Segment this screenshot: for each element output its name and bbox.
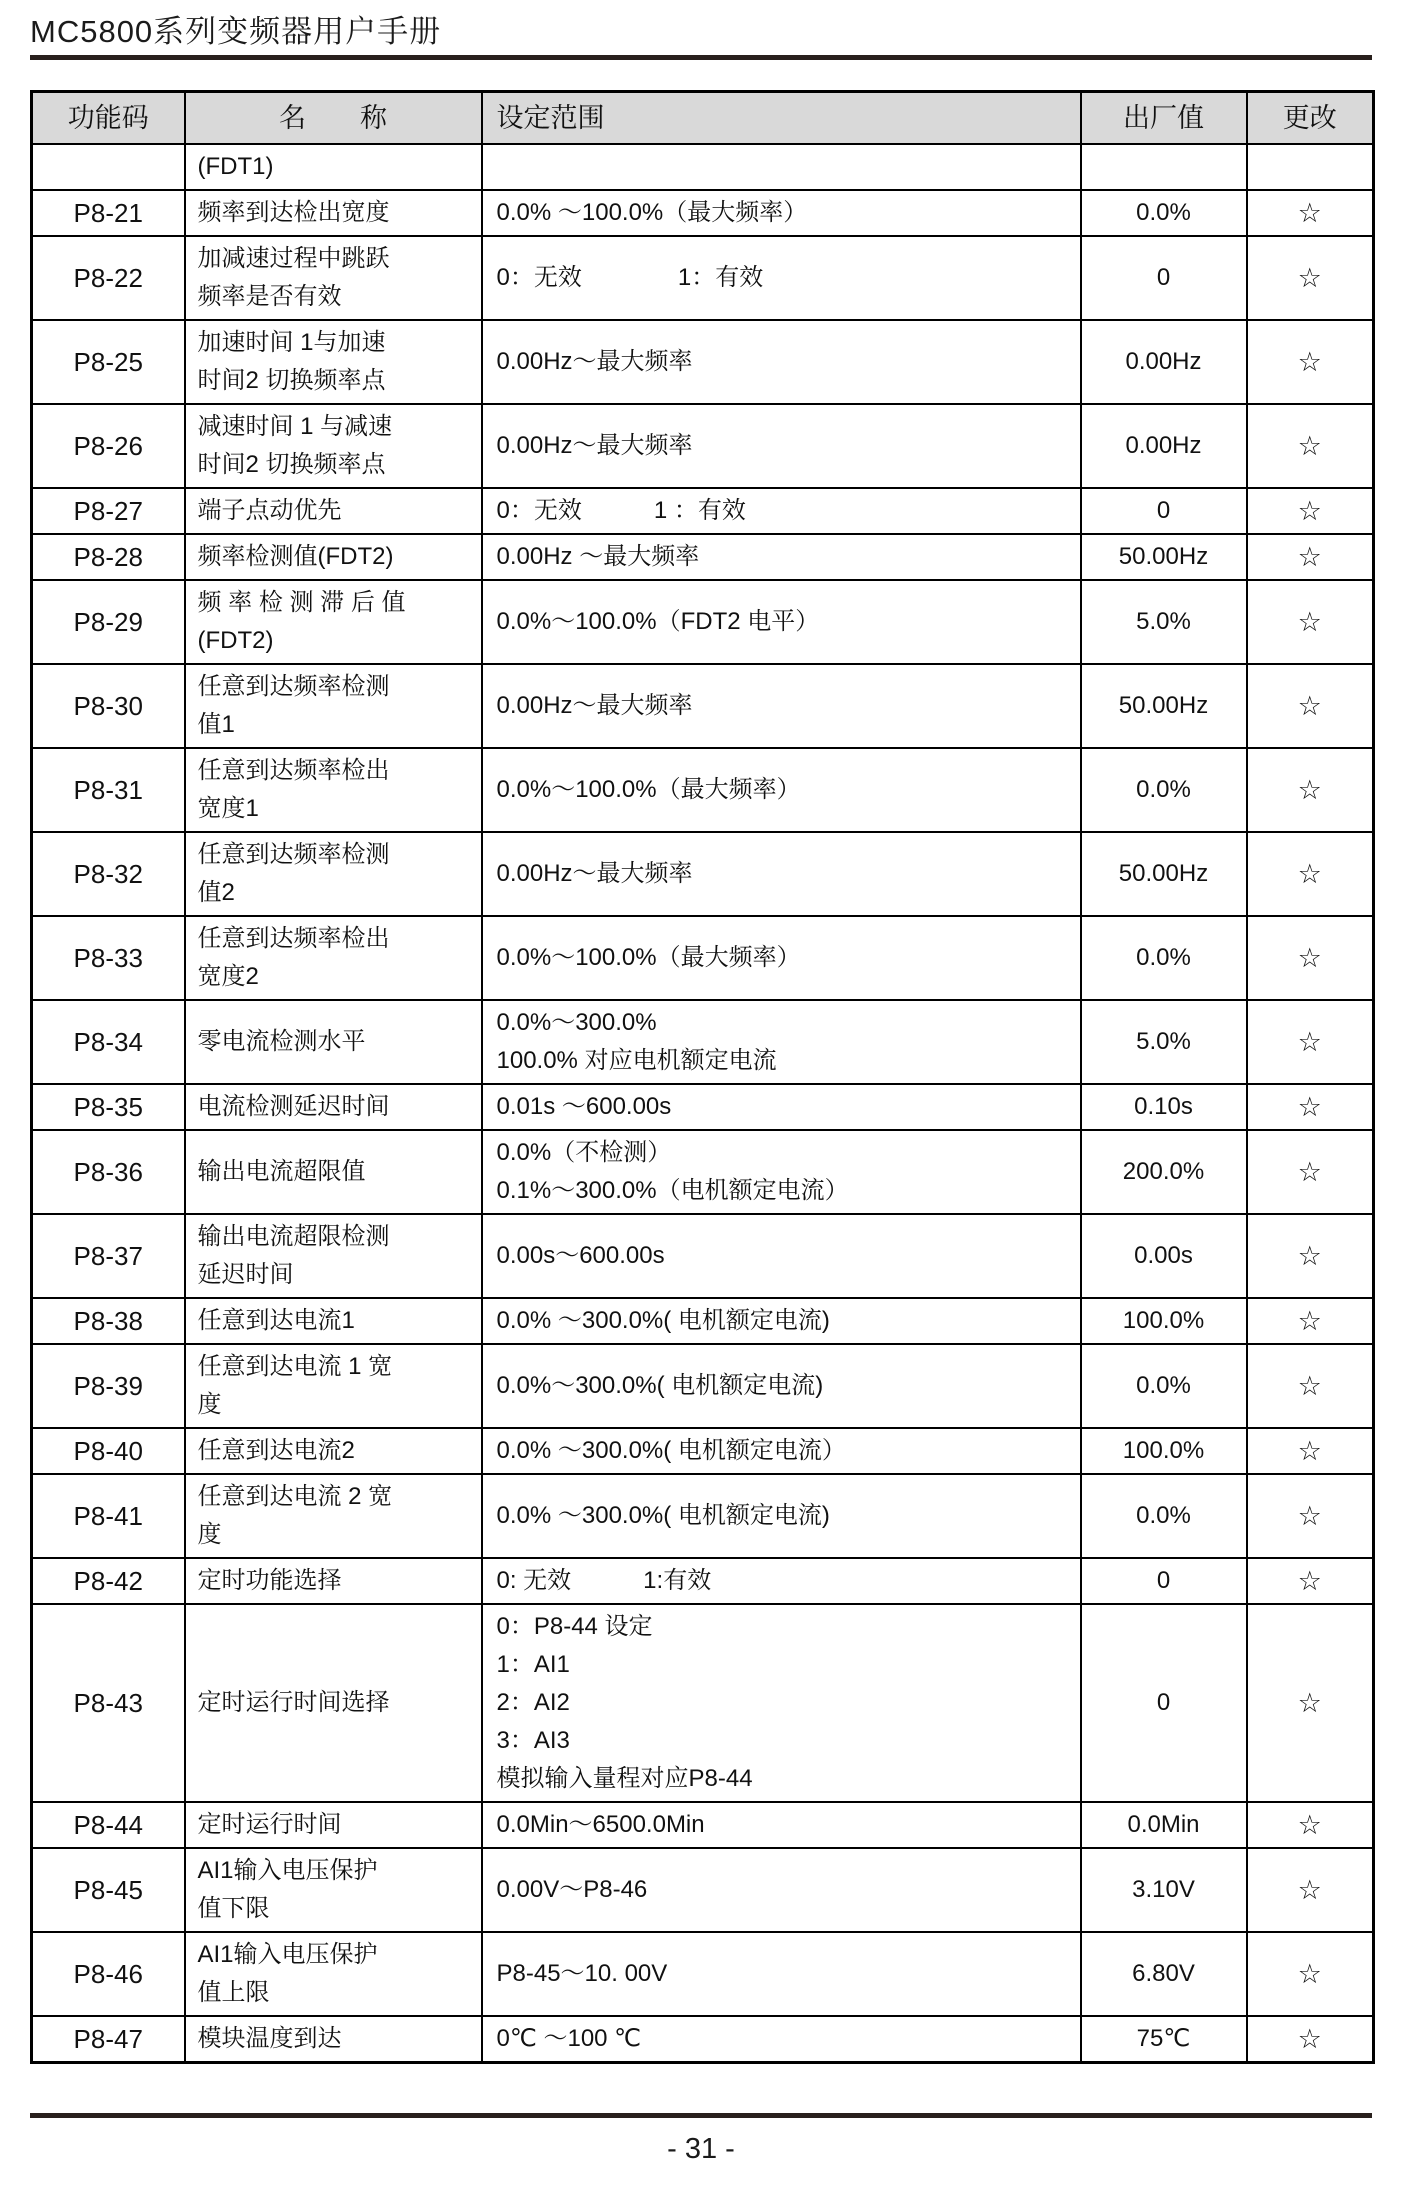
cell-name: 任意到达电流1 <box>185 1298 482 1344</box>
cell-name: 模块温度到达 <box>185 2016 482 2063</box>
cell-factory-value: 0.00Hz <box>1081 404 1247 488</box>
cell-name: 任意到达电流 2 宽 度 <box>185 1474 482 1558</box>
cell-function-code: P8-39 <box>32 1344 185 1428</box>
cell-change-star: ☆ <box>1247 664 1374 748</box>
cell-name: 零电流检测水平 <box>185 1000 482 1084</box>
cell-factory-value: 50.00Hz <box>1081 664 1247 748</box>
cell-setting-range: 0.0%～300.0%( 电机额定电流) <box>482 1344 1081 1428</box>
cell-function-code: P8-37 <box>32 1214 185 1298</box>
cell-setting-range: 0：P8-44 设定 1：AI1 2：AI2 3：AI3 模拟输入量程对应P8-44 <box>482 1604 1081 1802</box>
table-row <box>32 144 1374 190</box>
cell-change-star: ☆ <box>1247 1932 1374 2016</box>
cell-setting-range: 0.0%～100.0%（最大频率） <box>482 748 1081 832</box>
cell-change-star: ☆ <box>1247 1298 1374 1344</box>
cell-setting-range <box>482 144 1081 190</box>
cell-function-code: P8-47 <box>32 2016 185 2063</box>
table-row <box>32 664 1374 748</box>
table-row <box>32 1344 1374 1428</box>
cell-function-code: P8-32 <box>32 832 185 916</box>
cell-setting-range: 0.0%～100.0%（最大频率） <box>482 916 1081 1000</box>
cell-name: 频 率 检 测 滞 后 值 (FDT2) <box>185 580 482 664</box>
cell-factory-value: 0.0Min <box>1081 1802 1247 1848</box>
cell-change-star: ☆ <box>1247 404 1374 488</box>
cell-change-star: ☆ <box>1247 320 1374 404</box>
cell-function-code: P8-34 <box>32 1000 185 1084</box>
cell-setting-range: 0：无效 1 ：有效 <box>482 488 1081 534</box>
cell-change-star: ☆ <box>1247 190 1374 236</box>
cell-name: AI1输入电压保护 值下限 <box>185 1848 482 1932</box>
cell-change-star: ☆ <box>1247 1474 1374 1558</box>
cell-setting-range: P8-45～10. 00V <box>482 1932 1081 2016</box>
cell-setting-range: 0: 无效 1:有效 <box>482 1558 1081 1604</box>
cell-factory-value: 75℃ <box>1081 2016 1247 2063</box>
cell-factory-value: 0.0% <box>1081 748 1247 832</box>
cell-change-star: ☆ <box>1247 1344 1374 1428</box>
cell-change-star: ☆ <box>1247 236 1374 320</box>
cell-setting-range: 0.0% ～300.0%( 电机额定电流) <box>482 1298 1081 1344</box>
cell-factory-value <box>1081 144 1247 190</box>
cell-name: 任意到达频率检出 宽度2 <box>185 916 482 1000</box>
cell-change-star: ☆ <box>1247 832 1374 916</box>
table-row <box>32 1428 1374 1474</box>
cell-change-star: ☆ <box>1247 1558 1374 1604</box>
cell-function-code: P8-35 <box>32 1084 185 1130</box>
cell-factory-value: 0.0% <box>1081 1474 1247 1558</box>
table-row <box>32 190 1374 236</box>
cell-function-code: P8-25 <box>32 320 185 404</box>
cell-setting-range: 0.00Hz～最大频率 <box>482 404 1081 488</box>
cell-name: 定时运行时间 <box>185 1802 482 1848</box>
footer-rule <box>30 2113 1372 2118</box>
table-row <box>32 832 1374 916</box>
cell-name: 电流检测延迟时间 <box>185 1084 482 1130</box>
table-row <box>32 534 1374 580</box>
cell-name: 频率到达检出宽度 <box>185 190 482 236</box>
table-row <box>32 1848 1374 1932</box>
table-row <box>32 488 1374 534</box>
table-row <box>32 580 1374 664</box>
cell-setting-range: 0.0Min～6500.0Min <box>482 1802 1081 1848</box>
table-row <box>32 1214 1374 1298</box>
cell-change-star: ☆ <box>1247 488 1374 534</box>
table-row <box>32 1558 1374 1604</box>
col-function-code: 功能码 <box>32 92 185 145</box>
cell-name: 频率检测值(FDT2) <box>185 534 482 580</box>
col-name: 名 称 <box>185 92 482 145</box>
cell-factory-value: 0 <box>1081 488 1247 534</box>
cell-name: 加速时间 1与加速 时间2 切换频率点 <box>185 320 482 404</box>
cell-name: (FDT1) <box>185 144 482 190</box>
cell-name: AI1输入电压保护 值上限 <box>185 1932 482 2016</box>
cell-factory-value: 5.0% <box>1081 1000 1247 1084</box>
cell-setting-range: 0.0%～100.0%（FDT2 电平） <box>482 580 1081 664</box>
cell-function-code: P8-29 <box>32 580 185 664</box>
cell-factory-value: 100.0% <box>1081 1298 1247 1344</box>
table-row <box>32 236 1374 320</box>
cell-setting-range: 0.00s～600.00s <box>482 1214 1081 1298</box>
cell-change-star: ☆ <box>1247 1802 1374 1848</box>
col-change: 更改 <box>1247 92 1374 145</box>
cell-setting-range: 0.00V～P8-46 <box>482 1848 1081 1932</box>
table-row <box>32 1802 1374 1848</box>
cell-setting-range: 0.0%（不检测） 0.1%～300.0%（电机额定电流） <box>482 1130 1081 1214</box>
cell-name: 定时运行时间选择 <box>185 1604 482 1802</box>
cell-factory-value: 0.00s <box>1081 1214 1247 1298</box>
cell-setting-range: 0℃ ～100 ℃ <box>482 2016 1081 2063</box>
cell-setting-range: 0.01s ～600.00s <box>482 1084 1081 1130</box>
table-row <box>32 320 1374 404</box>
cell-function-code: P8-42 <box>32 1558 185 1604</box>
table-row <box>32 1604 1374 1802</box>
cell-factory-value: 0.0% <box>1081 190 1247 236</box>
cell-change-star: ☆ <box>1247 534 1374 580</box>
cell-factory-value: 5.0% <box>1081 580 1247 664</box>
table-row <box>32 1000 1374 1084</box>
table-header-row <box>32 92 1374 145</box>
cell-name: 任意到达频率检测 值2 <box>185 832 482 916</box>
cell-factory-value: 6.80V <box>1081 1932 1247 2016</box>
table-row <box>32 404 1374 488</box>
cell-name: 输出电流超限检测 延迟时间 <box>185 1214 482 1298</box>
table-row <box>32 916 1374 1000</box>
cell-change-star: ☆ <box>1247 1428 1374 1474</box>
cell-change-star: ☆ <box>1247 1130 1374 1214</box>
table-row <box>32 1298 1374 1344</box>
cell-change-star: ☆ <box>1247 748 1374 832</box>
cell-function-code: P8-38 <box>32 1298 185 1344</box>
cell-factory-value: 50.00Hz <box>1081 534 1247 580</box>
cell-function-code: P8-36 <box>32 1130 185 1214</box>
cell-change-star: ☆ <box>1247 916 1374 1000</box>
cell-function-code: P8-30 <box>32 664 185 748</box>
col-factory-value: 出厂值 <box>1081 92 1247 145</box>
cell-setting-range: 0.00Hz～最大频率 <box>482 832 1081 916</box>
table-row <box>32 2016 1374 2063</box>
cell-function-code: P8-28 <box>32 534 185 580</box>
cell-factory-value: 0.10s <box>1081 1084 1247 1130</box>
page-title: MC5800系列变频器用户手册 <box>30 14 442 49</box>
cell-setting-range: 0.0% ～300.0%( 电机额定电流） <box>482 1428 1081 1474</box>
cell-name: 输出电流超限值 <box>185 1130 482 1214</box>
cell-factory-value: 0 <box>1081 1604 1247 1802</box>
cell-function-code: P8-43 <box>32 1604 185 1802</box>
cell-function-code: P8-46 <box>32 1932 185 2016</box>
cell-factory-value: 50.00Hz <box>1081 832 1247 916</box>
cell-function-code: P8-27 <box>32 488 185 534</box>
cell-setting-range: 0.0% ～300.0%( 电机额定电流) <box>482 1474 1081 1558</box>
cell-factory-value: 0 <box>1081 236 1247 320</box>
cell-function-code: P8-41 <box>32 1474 185 1558</box>
cell-setting-range: 0.00Hz ～最大频率 <box>482 534 1081 580</box>
cell-function-code: P8-22 <box>32 236 185 320</box>
cell-function-code: P8-31 <box>32 748 185 832</box>
table-row <box>32 1084 1374 1130</box>
cell-setting-range: 0.0% ～100.0%（最大频率） <box>482 190 1081 236</box>
cell-factory-value: 0.0% <box>1081 1344 1247 1428</box>
cell-change-star: ☆ <box>1247 1214 1374 1298</box>
parameter-table <box>30 90 1375 2064</box>
cell-function-code: P8-45 <box>32 1848 185 1932</box>
cell-function-code: P8-21 <box>32 190 185 236</box>
table-body <box>32 144 1374 2063</box>
cell-setting-range: 0.00Hz～最大频率 <box>482 664 1081 748</box>
cell-factory-value: 100.0% <box>1081 1428 1247 1474</box>
cell-factory-value: 3.10V <box>1081 1848 1247 1932</box>
cell-factory-value: 200.0% <box>1081 1130 1247 1214</box>
cell-function-code: P8-44 <box>32 1802 185 1848</box>
table-row <box>32 1474 1374 1558</box>
cell-factory-value: 0.00Hz <box>1081 320 1247 404</box>
cell-function-code: P8-40 <box>32 1428 185 1474</box>
cell-name: 任意到达电流 1 宽 度 <box>185 1344 482 1428</box>
cell-factory-value: 0.0% <box>1081 916 1247 1000</box>
cell-factory-value: 0 <box>1081 1558 1247 1604</box>
cell-change-star: ☆ <box>1247 1848 1374 1932</box>
cell-function-code: P8-26 <box>32 404 185 488</box>
cell-name: 减速时间 1 与减速 时间2 切换频率点 <box>185 404 482 488</box>
cell-name: 任意到达频率检出 宽度1 <box>185 748 482 832</box>
cell-setting-range: 0：无效 1：有效 <box>482 236 1081 320</box>
cell-change-star: ☆ <box>1247 1604 1374 1802</box>
cell-setting-range: 0.0%～300.0% 100.0% 对应电机额定电流 <box>482 1000 1081 1084</box>
page-number: - 31 - <box>667 2133 735 2165</box>
cell-name: 任意到达电流2 <box>185 1428 482 1474</box>
cell-change-star: ☆ <box>1247 2016 1374 2063</box>
col-setting-range: 设定范围 <box>482 92 1081 145</box>
table-row <box>32 1130 1374 1214</box>
cell-setting-range: 0.00Hz～最大频率 <box>482 320 1081 404</box>
cell-name: 定时功能选择 <box>185 1558 482 1604</box>
cell-name: 任意到达频率检测 值1 <box>185 664 482 748</box>
cell-function-code <box>32 144 185 190</box>
cell-change-star <box>1247 144 1374 190</box>
table-row <box>32 748 1374 832</box>
cell-change-star: ☆ <box>1247 1000 1374 1084</box>
title-rule <box>30 55 1372 60</box>
cell-change-star: ☆ <box>1247 580 1374 664</box>
table-row <box>32 1932 1374 2016</box>
cell-name: 加减速过程中跳跃 频率是否有效 <box>185 236 482 320</box>
cell-function-code: P8-33 <box>32 916 185 1000</box>
cell-change-star: ☆ <box>1247 1084 1374 1130</box>
cell-name: 端子点动优先 <box>185 488 482 534</box>
